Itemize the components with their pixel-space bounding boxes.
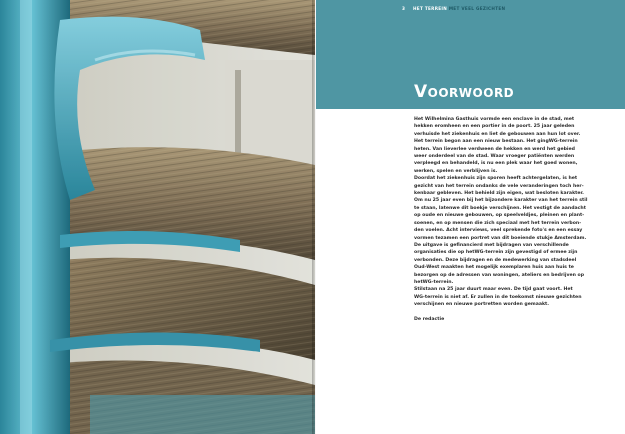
body-line: hetWG-terrein. [414, 279, 454, 285]
body-line: heten. Van lieverlee verdween de hekken en werd het gebied [414, 146, 575, 152]
body-line: kenbaar gebleven. Het behield zijn eigen, wat besloten karakter. [414, 191, 584, 197]
body-line: op oude en nieuwe gebouwen, op speelveldjes, pleinen en plant- [414, 213, 585, 219]
body-line: Het terrein begon aan een nieuw bestaan. Het gingWG-terrein [414, 139, 578, 145]
signature: De redactie [414, 316, 445, 322]
paragraph-gap [414, 309, 599, 316]
body-line: gezicht van het terrein ondanks de vele veranderingen toch her- [414, 183, 584, 189]
body-line: Oud-West maakten het mogelijk exemplaren huis aan huis te [414, 265, 574, 271]
body-line: verschijnen en nieuwe portretten worden gemaakt. [414, 302, 550, 308]
body-line: organisaties die op hetWG-terrein zijn gevestigd of ermee zijn [414, 250, 578, 256]
running-header-subsection: MET VEEL GEZICHTEN [448, 6, 506, 11]
body-line: verpleegd en behandeld, is nu een plek waar het goed wonen, [414, 161, 578, 167]
body-line: verhuisde het ziekenhuis en liet de gebouwen aan hun lot over. [414, 131, 581, 137]
running-header [402, 6, 505, 16]
right-page [316, 0, 625, 434]
body-line: te staan, latenwe dit boekje verschijnen. Het vestigt de aandacht [414, 205, 586, 211]
body-line: weer onderdeel van de stad. Waar vroeger patiënten werden [414, 154, 575, 160]
body-line: De uitgave is gefinancierd met bijdragen van verschillende [414, 242, 569, 248]
body-line: werken, spelen en verblijven is. [414, 168, 498, 174]
page-title: Voorwoord [414, 82, 515, 102]
body-line: vormen tezamen een portret van dit boeiende stukje Amsterdam. [414, 235, 587, 241]
body-line: bezorgen op de adressen van woningen, ateliers en bedrijven op [414, 272, 585, 278]
body-line: den voelen. Acht interviews, veel sprekende foto's en een essay [414, 228, 583, 234]
body-line: Stilstaan na 25 jaar duurt maar even. De tijd gaat voort. Het [414, 287, 573, 293]
body-line: verbonden. Deze bijdragen en de medewerking van stadsdeel [414, 257, 577, 263]
body-line: Doordat het ziekenhuis zijn sporen heeft achtergelaten, is het [414, 176, 578, 182]
running-header-section: HET TERREIN [412, 6, 448, 11]
body-line: WG-terrein is niet af. Er zullen in de toekomst nieuwe gezichten [414, 294, 582, 300]
body-line: soenen, en op mensen die zich speciaal met het terrein verbon- [414, 220, 582, 226]
body-line: hekken eromheen en een portier in de poort. 25 jaar geleden [414, 124, 575, 130]
foreword-body [414, 116, 599, 323]
body-line: Om nu 25 jaar even bij het bijzondere karakter van het terrein stil [414, 198, 588, 204]
body-line: Het Wilhelmina Gasthuis vormde een enclave in de stad, met [414, 117, 575, 122]
page-number: 3 [402, 6, 406, 11]
